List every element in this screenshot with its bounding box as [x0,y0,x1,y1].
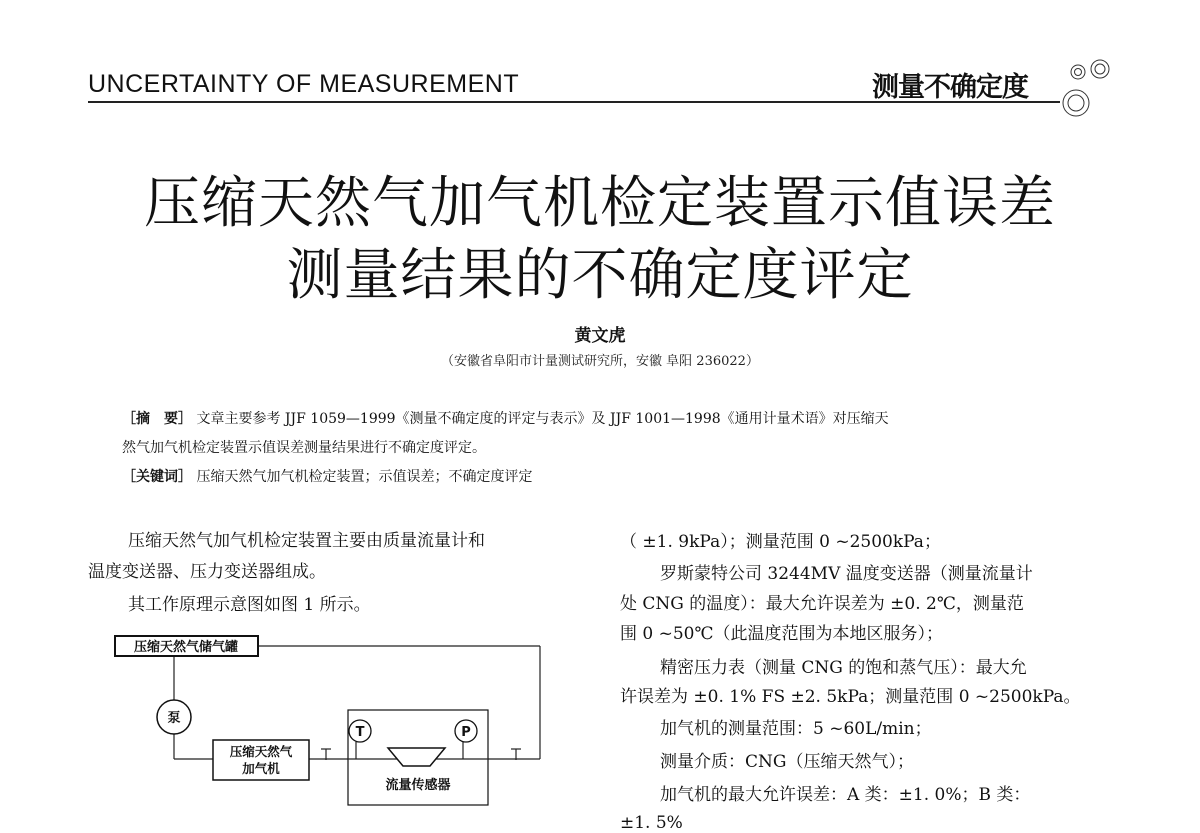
body-right-line: 测量介质：CNG（压缩天然气）； [660,752,914,772]
dispenser-label-2: 加气机 [242,761,280,776]
body-right-line: ±1. 5% [620,813,683,833]
body-left-line: 温度变送器、压力变送器组成。 [88,562,326,582]
body-right-line: 许误差为 ±0. 1% FS ±2. 5kPa；测量范围 0 ~2500kPa。 [620,687,1081,707]
body-left-line: 其工作原理示意图如图 1 所示。 [128,595,371,615]
author-affiliation: （安徽省阜阳市计量测试研究所，安徽 阜阳 236022） [441,354,759,369]
body-right-line: 罗斯蒙特公司 3244MV 温度变送器（测量流量计 [660,564,1033,584]
abstract-line-1 [122,412,889,426]
body-right-line: 精密压力表（测量 CNG 的饱和蒸气压）：最大允 [660,658,1027,678]
keywords-label: ［关键词］ [122,469,192,485]
abstract-text-1: 文章主要参考 JJF 1059—1999《测量不确定度的评定与表示》及 JJF 1001—1998《通用计量术语》对压缩天 [196,411,889,427]
flow-sensor-label: 流量传感器 [385,778,451,793]
body-right-line: 处 CNG 的温度）：最大允许误差为 ±0. 2℃，测量范 [620,594,1024,614]
keywords-text: 压缩天然气加气机检定装置；示值误差；不确定度评定 [196,469,533,485]
dispenser-label-1: 压缩天然气 [229,744,293,759]
decorative-circles-icon [1058,58,1120,120]
temperature-label: T [355,725,365,740]
tank-label: 压缩天然气储气罐 [133,640,239,655]
abstract-label: ［摘 要］ [122,411,192,427]
body-right-line: 围 0 ~50℃（此温度范围为本地区服务）； [620,624,944,644]
body-right-line: 加气机的测量范围：5 ~60L/min； [660,719,932,739]
body-right-line: （ ±1. 9kPa）；测量范围 0 ~2500kPa； [620,532,941,552]
body-right-line: 加气机的最大允许误差：A 类：±1. 0%；B 类： [660,785,1031,805]
article-title-line-2: 测量结果的不确定度评定 [286,243,914,308]
body-left-line: 压缩天然气加气机检定装置主要由质量流量计和 [128,531,485,551]
keywords-line [122,470,532,484]
pressure-label: P [461,725,471,740]
author-name: 黄文虎 [574,326,626,346]
abstract-line-2: 然气加气机检定装置示值误差测量结果进行不确定度评定。 [122,440,486,456]
working-principle-diagram [100,630,560,827]
running-header-right: 测量不确定度 [872,72,1028,103]
pump-label: 泵 [167,711,181,726]
article-title-line-1: 压缩天然气加气机检定装置示值误差 [144,171,1056,236]
running-header-left: UNCERTAINTY OF MEASUREMENT [88,70,520,98]
